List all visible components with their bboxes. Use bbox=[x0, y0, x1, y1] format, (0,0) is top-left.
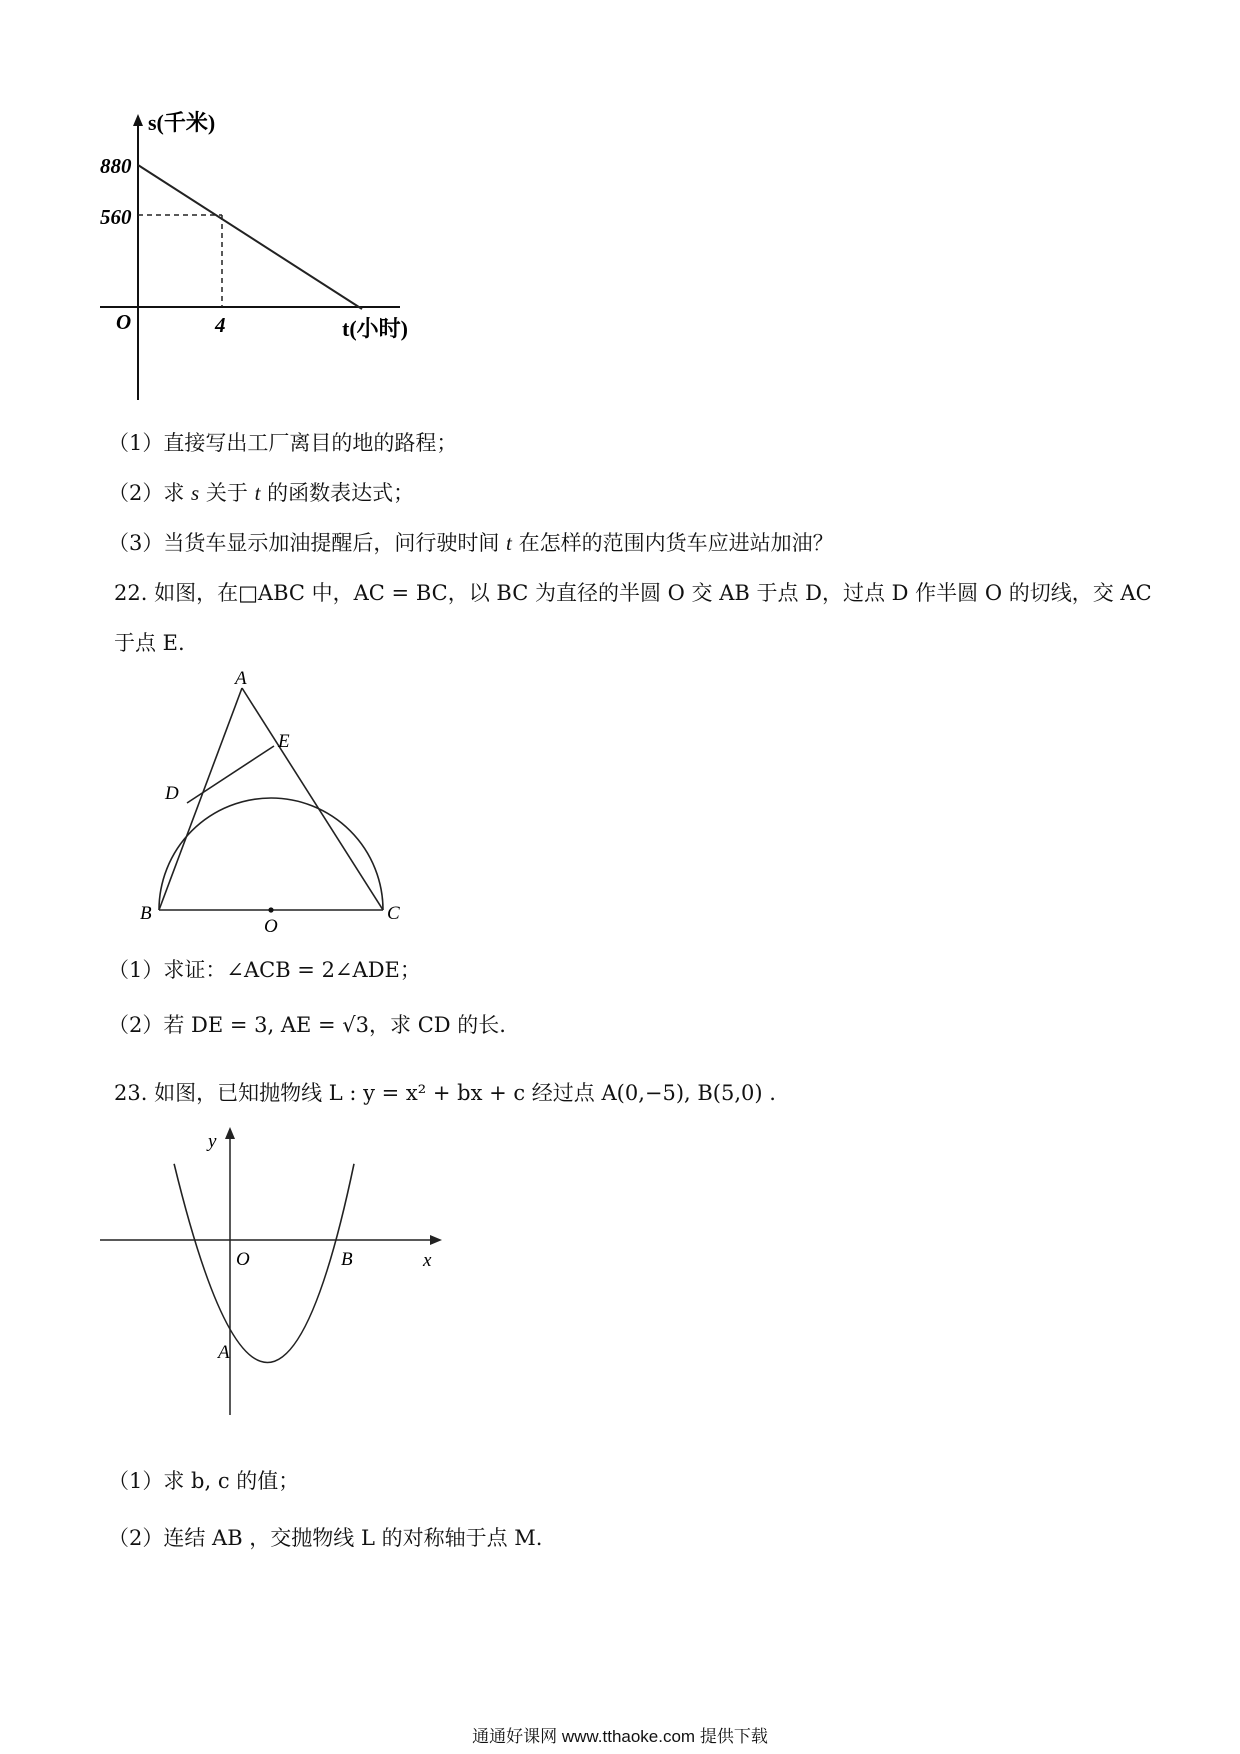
q22-part1: （1）求证：∠ACB = 2∠ADE； bbox=[108, 958, 421, 982]
svg-text:B: B bbox=[341, 1249, 353, 1270]
distance-line bbox=[138, 165, 362, 309]
tick-560: 560 bbox=[100, 205, 132, 229]
distance-time-graph bbox=[100, 110, 460, 410]
q22-stem-line2: 于点 E. bbox=[114, 631, 185, 655]
tick-880: 880 bbox=[100, 154, 132, 178]
triangle-semicircle-figure bbox=[100, 670, 440, 940]
q23-part2: （2）连结 AB ，交抛物线 L 的对称轴于点 M. bbox=[108, 1526, 543, 1550]
q23-part1: （1）求 b, c 的值； bbox=[108, 1469, 300, 1493]
q23-stem: 23. 如图，已知抛物线 L : y = x² + bx + c 经过点 A(0,−5), B(5,0) . bbox=[114, 1081, 776, 1105]
q22-stem-line1: 22. 如图，在□ABC 中，AC = BC，以 BC 为直径的半圆 O 交 AB 于点 D，过点 D 作半圆 O 的切线，交 AC bbox=[114, 581, 1152, 605]
origin-label: O bbox=[116, 310, 132, 334]
y-axis-label: s(千米) bbox=[148, 110, 216, 135]
svg-text:A: A bbox=[218, 1342, 230, 1363]
tick-4: 4 bbox=[215, 313, 226, 337]
q21-part2: （2）求 s 关于 t 的函数表达式； bbox=[108, 481, 415, 505]
svg-text:y: y bbox=[208, 1131, 217, 1152]
svg-text:A: A bbox=[235, 670, 247, 689]
svg-text:B: B bbox=[140, 903, 152, 924]
x-axis-label: t(小时) bbox=[342, 316, 408, 341]
svg-text:C: C bbox=[387, 903, 400, 924]
svg-text:D: D bbox=[165, 783, 179, 804]
q21-part1: （1）直接写出工厂离目的地的路程； bbox=[108, 431, 458, 455]
svg-text:O: O bbox=[236, 1249, 250, 1270]
tangent-DE bbox=[187, 746, 274, 803]
svg-text:x: x bbox=[423, 1250, 432, 1271]
semicircle-O bbox=[159, 798, 383, 910]
q22-part2: （2）若 DE = 3, AE = √3，求 CD 的长. bbox=[108, 1013, 506, 1037]
parabola-L bbox=[174, 1164, 354, 1363]
page-footer: 通通好课网 www.tthaoke.com 提供下载 bbox=[472, 1727, 768, 1746]
svg-text:O: O bbox=[264, 916, 278, 937]
parabola-figure bbox=[100, 1125, 450, 1445]
svg-text:E: E bbox=[278, 731, 290, 752]
q21-part3: （3）当货车显示加油提醒后，问行驶时间 t 在怎样的范围内货车应进站加油？ bbox=[108, 531, 834, 555]
